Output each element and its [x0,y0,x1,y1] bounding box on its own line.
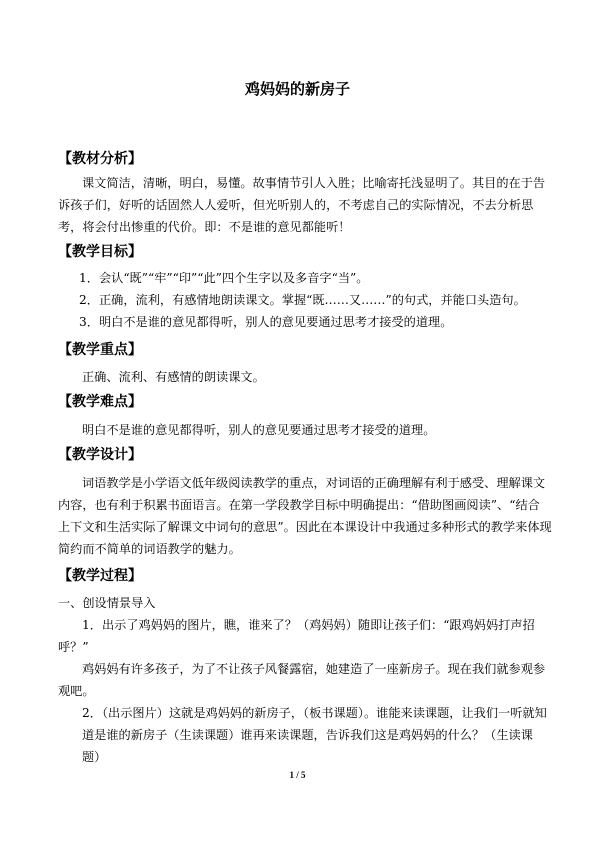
paragraph-line: 课文简洁，清晰，明白，易懂。故事情节引人入胜；比喻寄托浅显明了。其目的在于告 [82,176,546,190]
design-paragraph [58,472,552,560]
process-content [58,592,546,768]
goals-list [58,267,546,333]
paragraph-line: 道是谁的新房子（生读课题）谁再来读课题，告诉我们这是鸡妈妈的什么？（生读课 [82,728,533,742]
paragraph-line: 明白不是谁的意见都得听，别人的意见要通过思考才接受的道理。 [82,423,436,437]
paragraph-line: 词语教学是小学语文低年级阅读教学的重点，对词语的正确理解有利于感受、理解课文 [82,476,546,490]
section-heading-difficulties: 【教学难点】 [58,394,142,410]
step-title: 一、创设情景导入 [58,596,156,610]
goal-item: 2．正确，流利，有感情地朗读课文。掌握“既……又……”的句式，并能口头造句。 [79,293,526,307]
paragraph-line: 呼？” [58,640,89,654]
paragraph-line: 1．出示了鸡妈妈的图片，瞧，谁来了？（鸡妈妈）随即让孩子们：“跟鸡妈妈打声招 [82,618,535,632]
paragraph-line: 简约而不简单的词语教学的魅力。 [58,542,241,556]
paragraph-line: 正确、流利、有感情的朗读课文。 [82,370,265,384]
paragraph-line: 内容，也有利于积累书面语言。在第一学段教学目标中明确提出：“借助图画阅读”、“结合 [58,498,540,512]
key-points-paragraph [58,366,546,388]
page-title: 鸡妈妈的新房子 [244,80,350,98]
paragraph-line: 题） [82,750,107,764]
paragraph-line: 上下文和生活实际了解课文中词句的意思”。因此在本课设计中我通过多种形式的教学来体现 [58,520,552,534]
paragraph-line: 考，将会付出惨重的代价。即：不是谁的意见都能听！ [58,220,351,234]
section-heading-key-points: 【教学重点】 [58,342,142,358]
difficulties-paragraph [58,419,546,441]
paragraph-line: 观吧。 [58,684,95,698]
page-number: 1 / 5 [289,770,306,780]
section-heading-analysis: 【教材分析】 [58,151,142,167]
section-heading-process: 【教学过程】 [58,568,142,584]
goal-item: 1．会认“既”“牢”“印”“此”四个生字以及多音字“当”。 [79,271,369,285]
goal-item: 3．明白不是谁的意见都得听，别人的意见要通过思考才接受的道理。 [79,315,453,329]
analysis-paragraph [58,172,546,238]
paragraph-line: 诉孩子们，好听的话固然人人爱听，但光听别人的，不考虑自己的实际情况，不去分析思 [58,198,534,212]
section-heading-goals: 【教学目标】 [58,244,142,260]
paragraph-line: 鸡妈妈有许多孩子，为了不让孩子风餐露宿，她建造了一座新房子。现在我们就参观参 [82,662,546,676]
paragraph-line: 2．（出示图片）这就是鸡妈妈的新房子，（板书课题）。谁能来读课题，让我们一听就知 [82,706,547,720]
section-heading-design: 【教学设计】 [58,447,142,463]
